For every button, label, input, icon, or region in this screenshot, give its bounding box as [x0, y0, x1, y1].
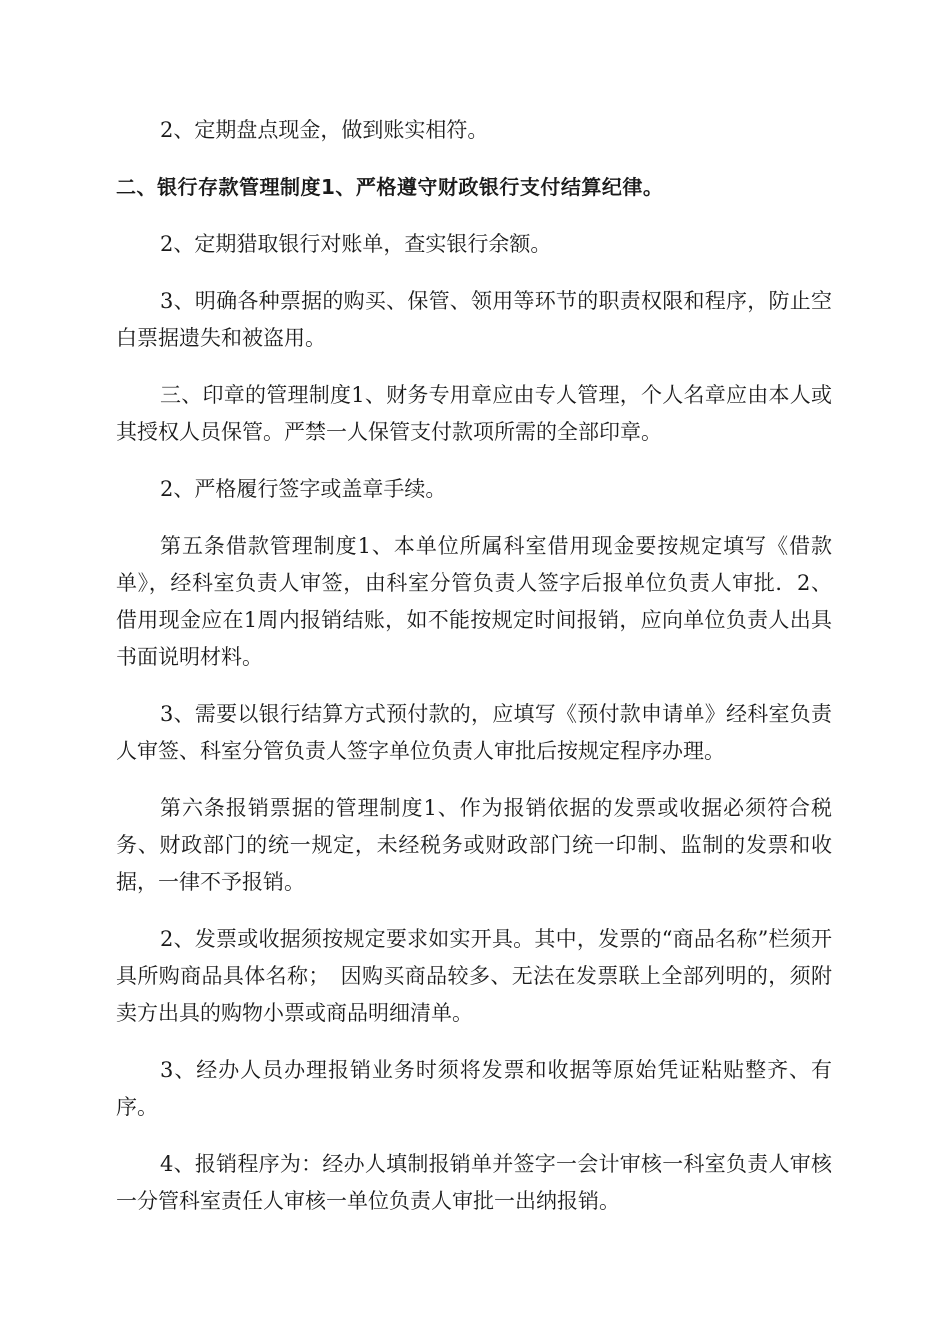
paragraph-cash-count: 2、定期盘点现金，做到账实相符。 — [160, 118, 489, 142]
document-body — [116, 112, 832, 1240]
paragraph-bank-statement: 2、定期猎取银行对账单，查实银行余额。 — [160, 232, 552, 256]
paragraph-prepayment: 3、需要以银行结算方式预付款的，应填写《预付款申请单》经科室负责人审签、科室分管负责人签字单位负责人审批后按规定程序办理。 — [116, 702, 832, 763]
paragraph-reimbursement-procedure: 4、报销程序为：经办人填制报销单并签字一会计审核一科室负责人审核一分管科室责任人审核一单位负责人审批一出纳报销。 — [116, 1152, 832, 1213]
paragraph-reimbursement-bills: 第六条报销票据的管理制度1、作为报销依据的发票或收据必须符合税务、财政部门的统一规定，未经税务或财政部门统一印制、监制的发票和收据，一律不予报销。 — [116, 796, 832, 894]
paragraph-voucher-pasting: 3、经办人员办理报销业务时须将发票和收据等原始凭证粘贴整齐、有序。 — [116, 1058, 832, 1119]
paragraph-invoice-issuing: 2、发票或收据须按规定要求如实开具。其中，发票的“商品名称”栏须开具所购商品具体名称； 因购买商品较多、无法在发票联上全部列明的，须附卖方出具的购物小票或商品明细清单。 — [116, 927, 832, 1025]
paragraph-bill-management: 3、明确各种票据的购买、保管、领用等环节的职责权限和程序，防止空白票据遗失和被盗用。 — [116, 289, 832, 350]
paragraph-loan-management: 第五条借款管理制度1、本单位所属科室借用现金要按规定填写《借款单》，经科室负责人审签，由科室分管负责人签字后报单位负责人审批．2、借用现金应在1周内报销结账，如不能按规定时间报销，应向单位负责人出具书面说明材料。 — [116, 534, 832, 669]
paragraph-seal-management: 三、印章的管理制度1、财务专用章应由专人管理，个人名章应由本人或其授权人员保管。严禁一人保管支付款项所需的全部印章。 — [116, 383, 832, 444]
paragraph-signature-procedure: 2、严格履行签字或盖章手续。 — [160, 477, 447, 501]
heading-bank-deposit-rules: 二、银行存款管理制度1、严格遵守财政银行支付结算纪律。 — [116, 175, 664, 199]
